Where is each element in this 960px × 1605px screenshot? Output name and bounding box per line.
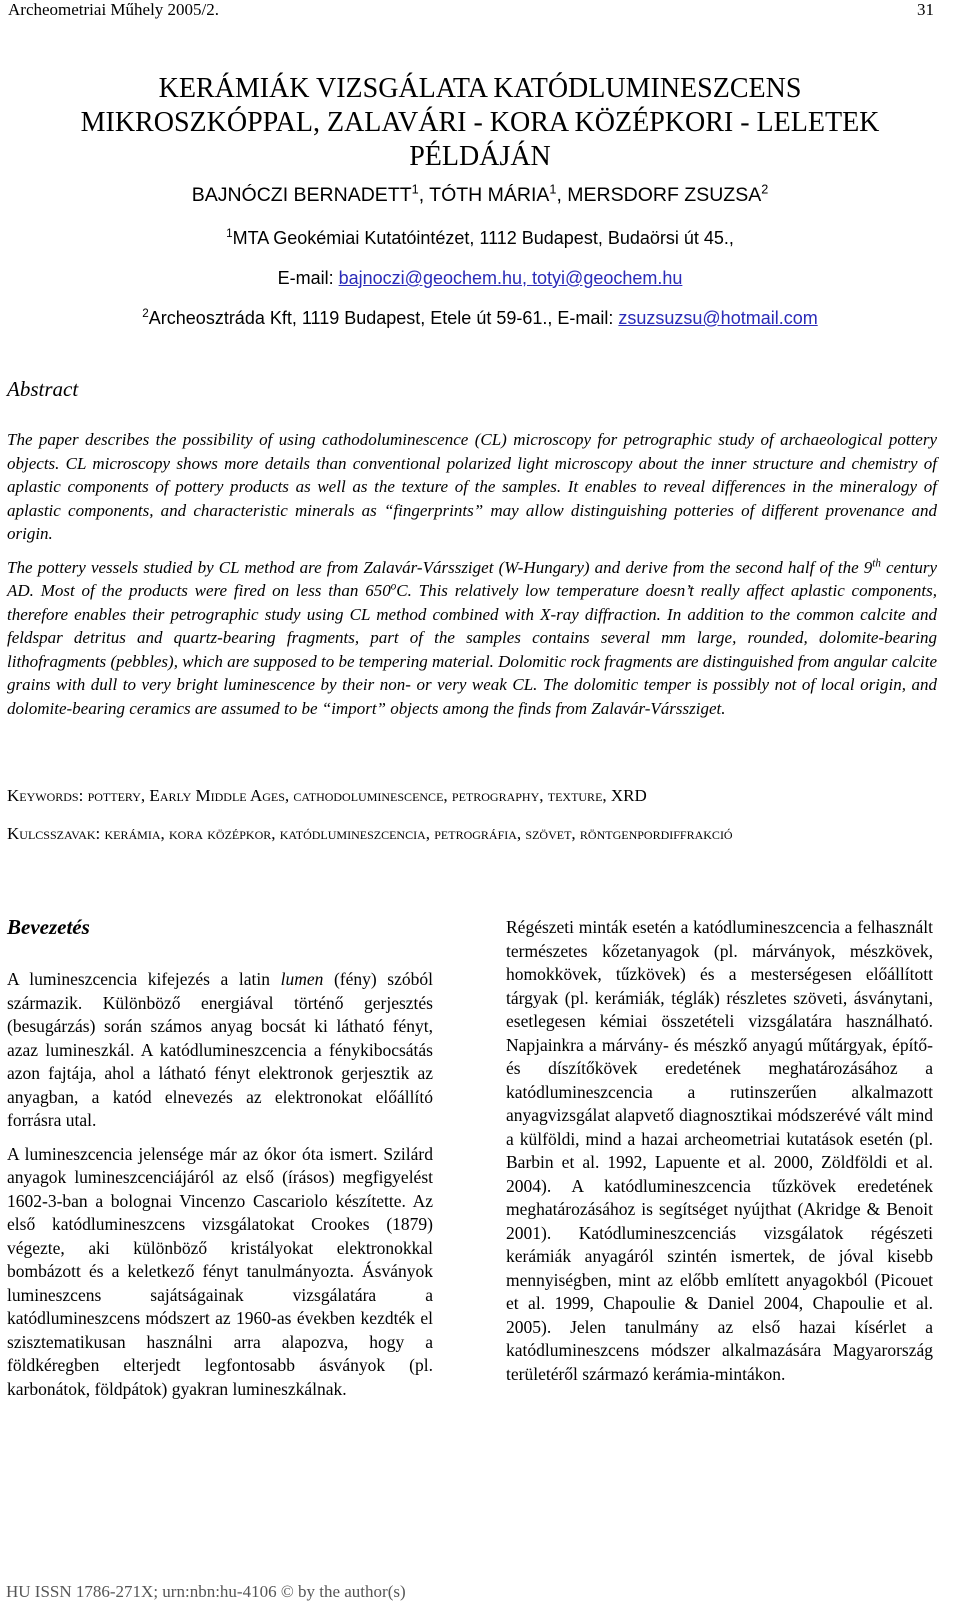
- abstract-text: The pottery vessels studied by CL method are from Zalavár-Várssziget (W-Hungary) and derive from the second half of the 9: [7, 557, 873, 577]
- superscript: o: [390, 580, 397, 593]
- body-paragraph: A lumineszcencia jelensége már az ókor óta ismert. Szilárd anyagok lumineszcenciájáról az első (írásos) megfigyelést 1602-3-ban a bolognai Vincenzo Cascariolo készítette. Az első katódlumineszcens vizsgálatokat Crookes (1879) végezte, aki különböző kristályokat elektronokkal bombázott és a keletkező fényt tanulmányozta. Ásványok lumineszcens sajátságainak vizsgálatára a katódlumineszcens módszert az 1960-as években kezdték el szisztematikusan használni arra alapozva, hogy a földkéregben elterjedt legfontosabb ásványok (pl. karbonátok, földpátok) gyakran lumineszkálnak.: [7, 1143, 433, 1399]
- affiliation-1: [0, 228, 960, 249]
- body-text: A lumineszcencia kifejezés a latin: [7, 969, 281, 989]
- superscript: th: [872, 556, 881, 569]
- affiliation-text: Archeosztráda Kft, 1119 Budapest, Etele út 59-61., E-mail:: [148, 308, 619, 328]
- footer-issn: HU ISSN 1786-271X; urn:nbn:hu-4106 © by the author(s): [6, 1582, 406, 1601]
- abstract-paragraph: The paper describes the possibility of using cathodoluminescence (CL) microscopy for petrographic study of archaeological pottery objects. CL microscopy shows more details than conventional polarized light microscopy about the inner structure and chemistry of aplastic components of pottery products as well as the texture of the samples. It enables to reveal differences in the mineralogy of aplastic components, and characteristic minerals as “fingerprints” may allow distinguishing potteries of different provenance and origin.: [7, 430, 937, 543]
- abstract-body: [7, 428, 937, 720]
- kulcsszavak-label: Kulcsszavak:: [7, 824, 101, 843]
- title-line-2: MIKROSZKÓPPAL, ZALAVÁRI - KORA KÖZÉPKORI - LELETEK: [80, 107, 880, 138]
- email-link[interactable]: bajnoczi@geochem.hu: [338, 268, 523, 288]
- abstract-heading: Abstract: [7, 377, 79, 401]
- latin-term: lumen: [280, 969, 324, 989]
- body-paragraph: Régészeti minták esetén a katódlumineszcencia a felhasznált természetes kőzetanyagok (pl. márványok, mészkövek, homokkövek, tűzkövek) és a mesterségesen előállított tárgyak (pl. kerámiák, téglák) részletes szöveti, ásványtani, esetlegesen kémiai összetételi vizsgálatára használható. Napjainkra a márvány- és mészkő anyagú műtárgyak, építő- és díszítőkövek eredetének meghatározásához a katódlumineszcencia a rutinszerűen alkalmazott anyagvizsgálat alapvető diagnosztikai módszerévé vált mind a külföldi, mind a hazai archeometriai kutatások esetén (pl. Barbin et al. 1992, Lapuente et al. 2000, Zöldföldi et al. 2004). A katódlumineszcencia tűzkövek eredetének meghatározásához is segítséget nyújthat (Akridge & Benoit 2001). Katódlumineszcenciás vizsgálatok régészeti kerámiák anyagáról szintén ismertek, de jóval kisebb mennyiségben, mint az előbb említett anyagokból (Picouet et al. 1999, Chapoulie & Daniel 2004, Chapoulie et al. 2005). Jelen tanulmány az első hazai kísérlet a katódlumineszcens módszer alkalmazására Magyarország területéről származó kerámia-mintákon.: [506, 917, 933, 1384]
- kulcsszavak-text: kerámia, kora középkor, katódlumineszcencia, petrográfia, szövet, röntgenpordiffrakció: [104, 824, 733, 843]
- author-name: , MERSDORF ZSUZSA: [556, 184, 762, 206]
- author-name: BAJNÓCZI BERNADETT: [191, 184, 412, 206]
- affiliation-marker: 2: [142, 307, 149, 320]
- affiliation-marker: 1: [411, 182, 419, 197]
- article-title: [0, 72, 960, 174]
- abstract-text: C. This relatively low temperature doesn’t really affect aplastic components, therefore enables their petrographic study using CL method combined with X-ray diffraction. In addition to the common calcite and feldspar detritus and quartz-bearing fragments, part of the samples contains several mm large, rounded, dolomite-bearing lithofragments (pebbles), which are supposed to be tempering material. Dolomitic rock fragments are distinguished from angular calcite grains with dull to very bright luminescence by their non- or very weak CL. The dolomitic temper is possibly not of local origin, and dolomite-bearing ceramics are assumed to be “import” objects among the finds from Zalavár-Várssziget.: [7, 581, 937, 718]
- abstract-text: century AD. Most of the products were fired on less than 650: [7, 557, 937, 600]
- body-text: (fény) szóból származik. Különböző energiával történő gerjesztés (besugárzás) során számos anyag bocsát ki látható fényt, azaz lumineszkál. A katódlumineszcencia a fénykibocsátás azon fajtája, ahol a látható fényt elektronok gerjesztik az anyagban, a katód elnevezés az elektronokat előállító forrásra utal.: [7, 969, 433, 1130]
- author-name: , TÓTH MÁRIA: [418, 184, 550, 206]
- affiliation-2: [0, 308, 960, 329]
- journal-header: Archeometriai Műhely 2005/2.: [8, 0, 220, 19]
- author-list: [0, 184, 960, 207]
- title-line-1: KERÁMIÁK VIZSGÁLATA KATÓDLUMINESZCENS: [158, 73, 802, 104]
- body-paragraph: [7, 968, 433, 1133]
- affiliation-marker: 2: [761, 182, 769, 197]
- left-column: [7, 968, 433, 1411]
- email-separator: ,: [522, 268, 533, 288]
- affiliation-text: MTA Geokémiai Kutatóintézet, 1112 Budapest, Budaörsi út 45.,: [232, 228, 734, 248]
- title-line-3: PÉLDÁJÁN: [409, 141, 551, 172]
- keywords-line: [7, 786, 937, 806]
- email-link[interactable]: totyi@geochem.hu: [532, 268, 683, 288]
- affiliation-marker: 1: [549, 182, 557, 197]
- email-label: E-mail:: [277, 268, 339, 288]
- right-column: [506, 916, 933, 1396]
- abstract-paragraph: [7, 556, 937, 721]
- page-number: 31: [917, 0, 934, 19]
- affiliation-marker: 1: [226, 227, 233, 240]
- intro-heading: Bevezetés: [7, 915, 90, 939]
- affiliation-1-emails: [0, 268, 960, 289]
- kulcsszavak-line: [7, 822, 937, 846]
- keywords-label: Keywords:: [7, 786, 84, 805]
- keywords-text: pottery, Early Middle Ages, cathodoluminescence, petrography, texture, XRD: [87, 786, 647, 805]
- email-link[interactable]: zsuzsuzsu@hotmail.com: [618, 308, 818, 328]
